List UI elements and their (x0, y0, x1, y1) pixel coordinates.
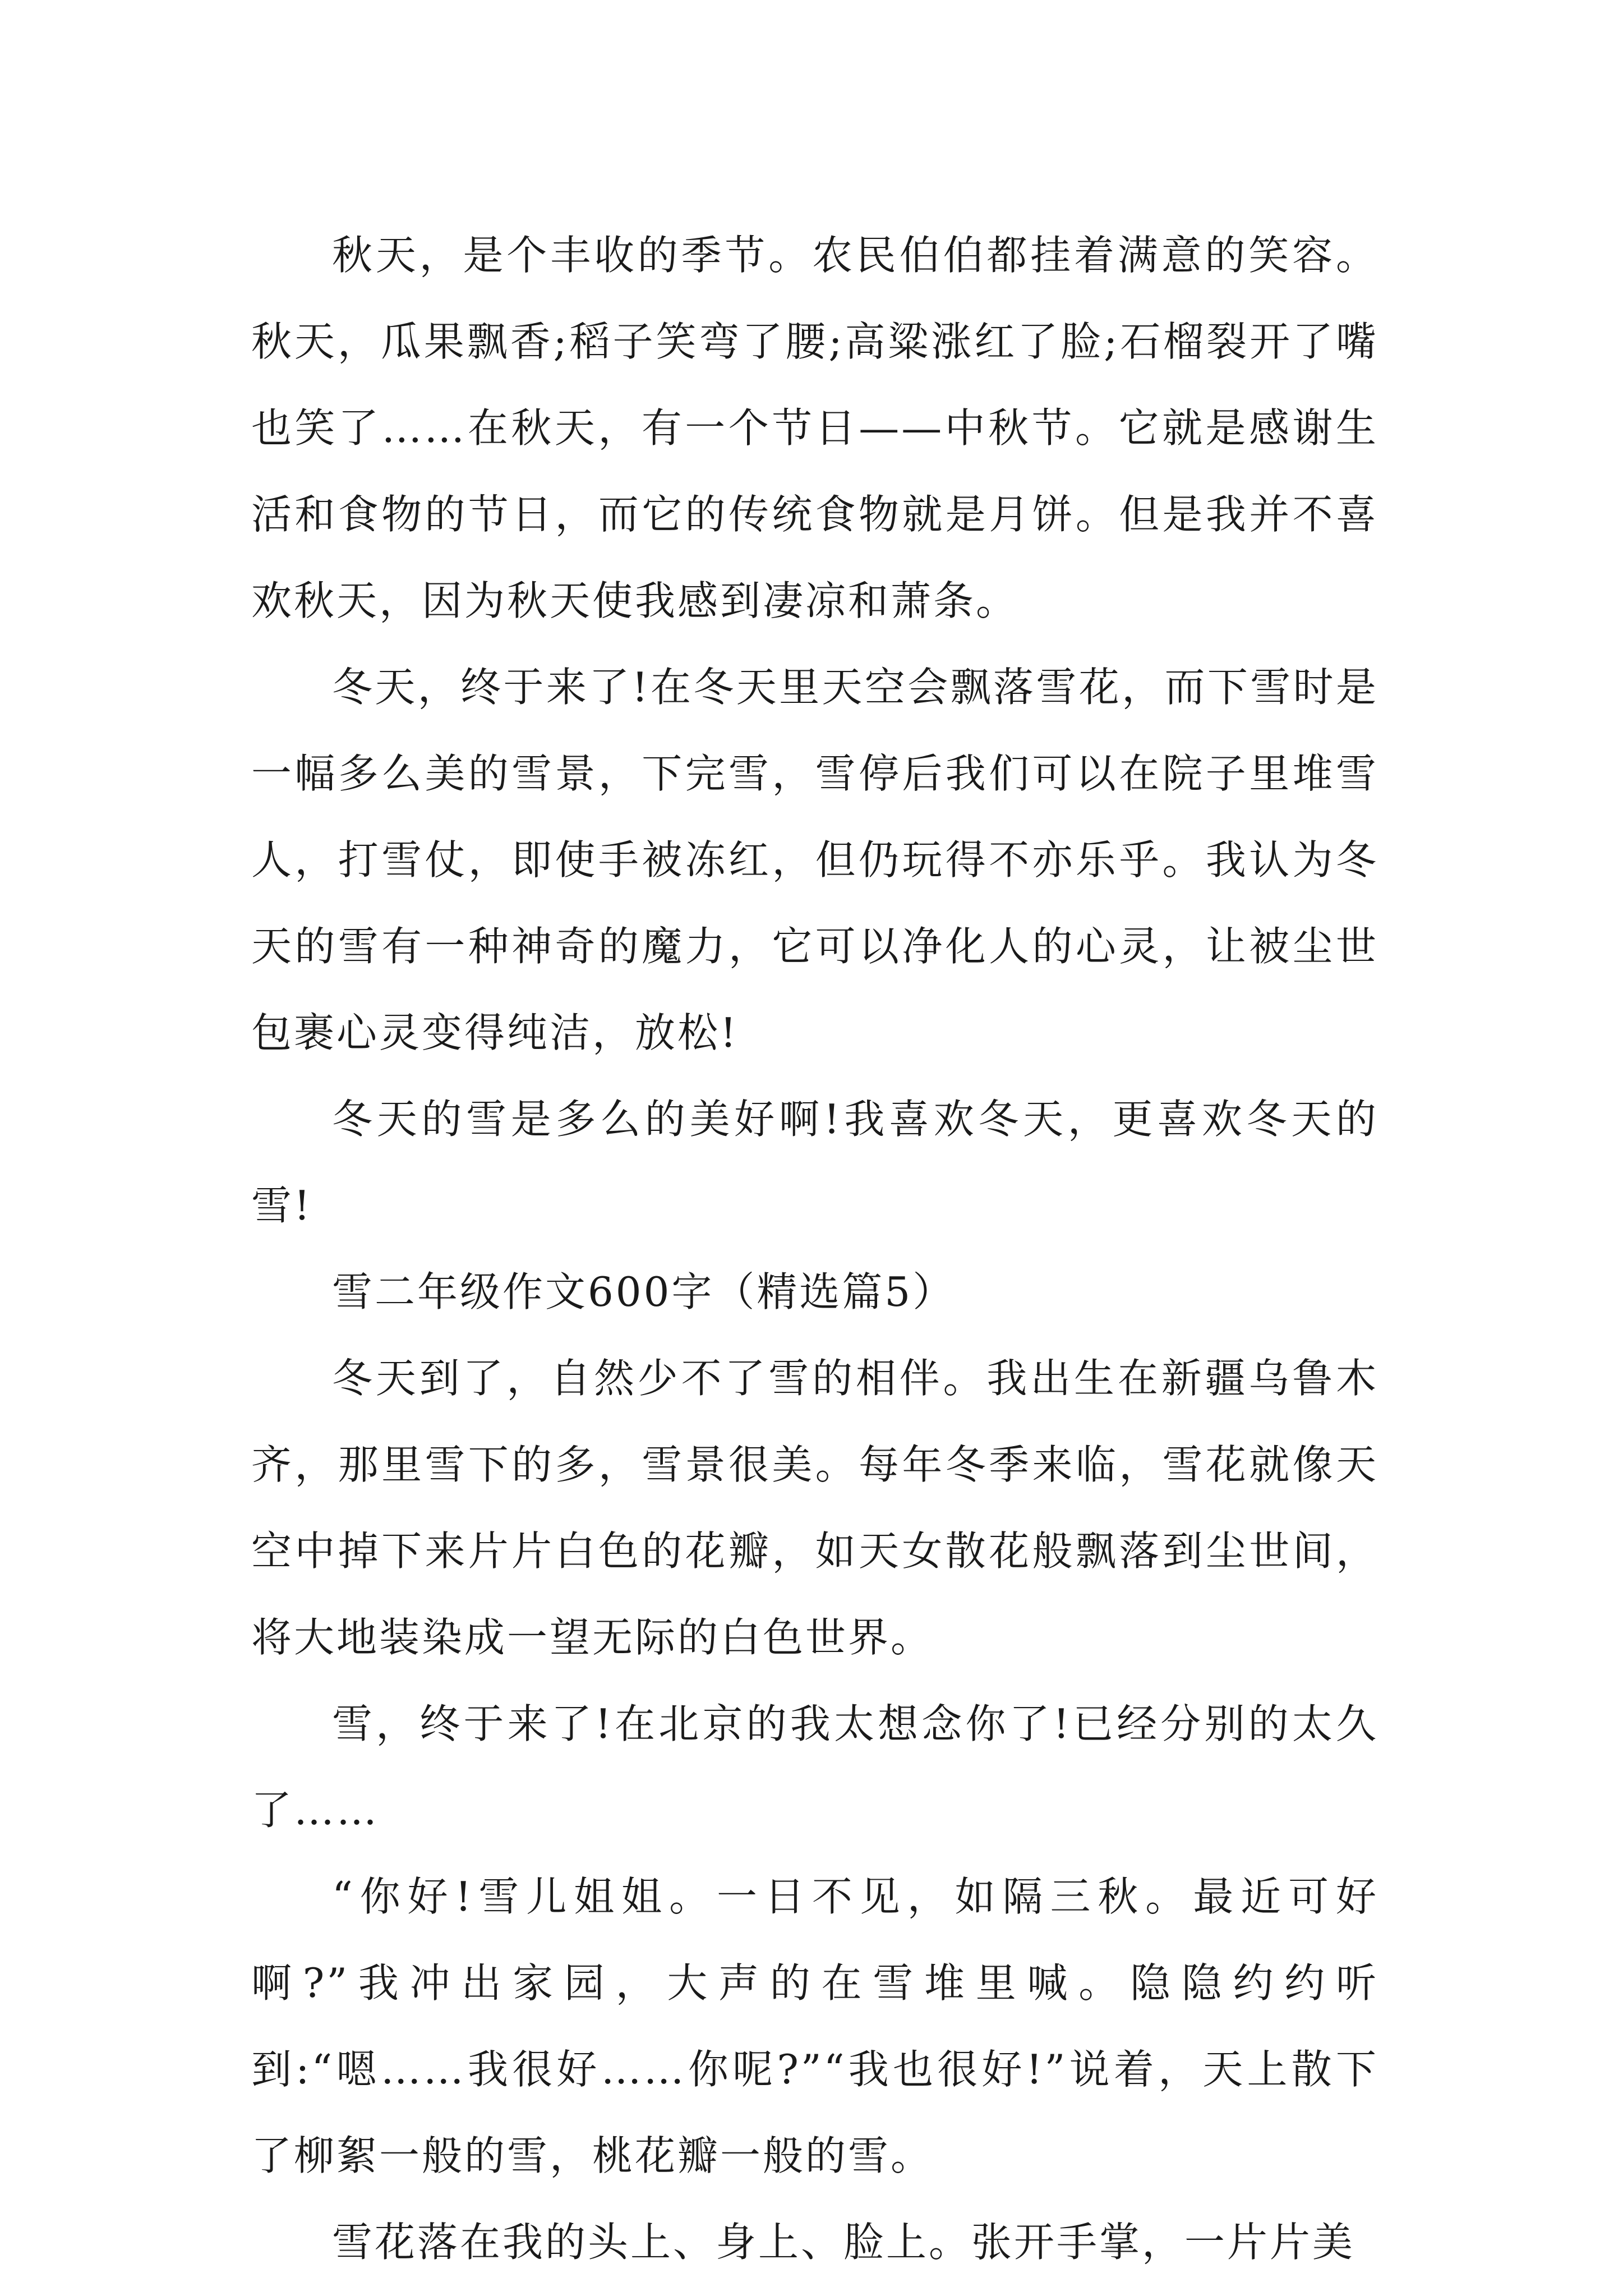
document-body (251, 212, 1378, 2285)
paragraph-autumn: 秋天，是个丰收的季节。农民伯伯都挂着满意的笑容。秋天，瓜果飘香;稻子笑弯了腰;高粱涨红了脸;石榴裂开了嘴也笑了……在秋天，有一个节日——中秋节。它就是感谢生活和食物的节日，而它的传统食物就是月饼。但是我并不喜欢秋天，因为秋天使我感到凄凉和萧条。 (251, 232, 1378, 624)
section-heading: 雪二年级作文600字（精选篇5） (332, 1268, 956, 1315)
paragraph-snow-in-beijing: 雪，终于来了!在北京的我太想念你了!已经分别的太久了…… (251, 1700, 1378, 1834)
paragraph-xinjiang-snow: 冬天到了，自然少不了雪的相伴。我出生在新疆乌鲁木齐，那里雪下的多，雪景很美。每年冬季来临，雪花就像天空中掉下来片片白色的花瓣，如天女散花般飘落到尘世间，将大地装染成一望无际的白色世界。 (251, 1355, 1378, 1661)
paragraph-winter-snow-love: 冬天的雪是多么的美好啊!我喜欢冬天，更喜欢冬天的雪! (251, 1096, 1378, 1229)
paragraph-dialogue: “你好!雪儿姐姐。一日不见，如隔三秋。最近可好啊?”我冲出家园，大声的在雪堆里喊。隐隐约约听到:“嗯……我很好……你呢?”“我也很好!”说着，天上散下了柳絮一般的雪，桃花瓣一般的雪。 (251, 1873, 1378, 2179)
paragraph-snowflakes: 雪花落在我的头上、身上、脸上。张开手掌，一片片美 (332, 2219, 1355, 2266)
paragraph-winter-arrives: 冬天，终于来了!在冬天里天空会飘落雪花，而下雪时是一幅多么美的雪景，下完雪，雪停后我们可以在院子里堆雪人，打雪仗，即使手被冻红，但仍玩得不亦乐乎。我认为冬天的雪有一种神奇的魔力，它可以净化人的心灵，让被尘世包裹心灵变得纯洁，放松! (251, 664, 1378, 1056)
